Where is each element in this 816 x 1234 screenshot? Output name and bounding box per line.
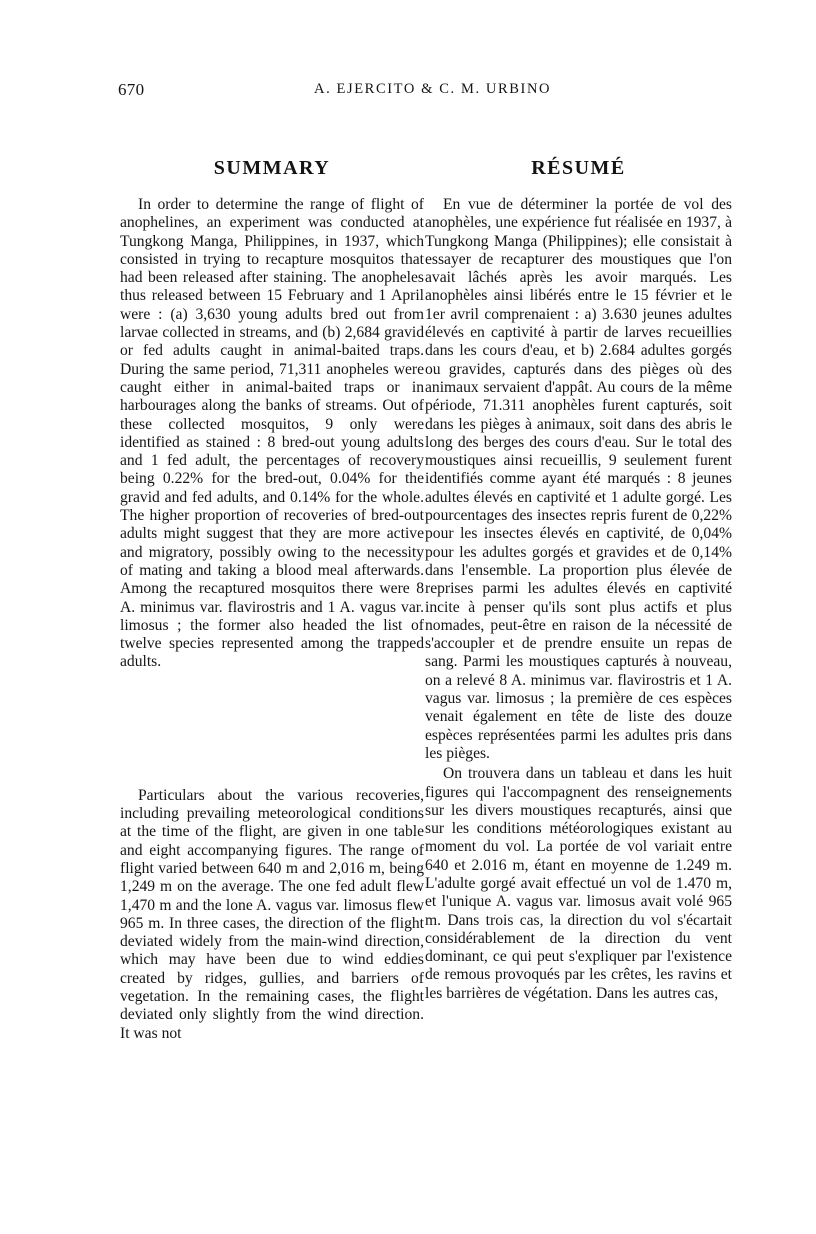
running-head (118, 80, 714, 102)
resume-heading: RÉSUMÉ (531, 157, 626, 179)
page-number: 670 (118, 80, 145, 99)
resume-paragraph-1: En vue de déterminer la portée de vol des anophèles, une expérience fut réalisée en 1937, à Tungkong Manga (Philippines); elle consistait à essayer de recapturer des moustiques que l'on avait lâchés après les avoir marqués. Les anophèles ainsi libérés entre le 15 février et le 1er avril comprenaient : a) 3.630 jeunes adultes élevés en captivité à partir de larves recueillies dans les cours d'eau, et b) 2.684 adultes gorgés ou gravides, capturés dans des pièges où des animaux servaient d'appât. Au cours de la même période, 71.311 anophèles furent capturés, soit dans les pièges à animaux, soit dans des abris le long des berges des cours d'eau. Sur le total des moustiques ainsi recueillis, 9 seulement furent identifiés comme ayant été marqués : 8 jeunes adultes élevés en captivité et 1 adulte gorgé. Les pourcentages des insectes repris furent de 0,22% pour les insectes élevés en captivité, de 0,04% pour les adultes gorgés et gravides et de 0,14% dans l'ensemble. La proportion plus élevée de reprises parmi les adultes élevés en captivité incite à penser qu'ils sont plus actifs et plus nomades, peut-être en raison de la nécessité de s'accoupler et de prendre ensuite un repas de sang. Parmi les moustiques capturés à nouveau, on a relevé 8 A. minimus var. flavirostris et 1 A. vagus var. limosus ; la première de ces espèces venait également en tête de liste des douze espèces représentées parmi les adultes pris dans les pièges. (425, 196, 732, 762)
summary-column (120, 152, 424, 1043)
summary-paragraph-2: Particulars about the various recoveries, including prevailing meteorological conditions at the time of the flight, are given in one table and eight accompanying figures. The range of flight varied between 640 m and 2,016 m, being 1,249 m on the average. The one fed adult flew 1,470 m and the lone A. vagus var. limosus flew 965 m. In three cases, the direction of the flight deviated widely from the main-wind direction, which may have been due to wind eddies created by ridges, gullies, and barriers of vegetation. In the remaining cases, the flight deviated only slightly from the wind direction. It was not (120, 786, 424, 1042)
resume-column (425, 152, 732, 1003)
summary-paragraph-1: In order to determine the range of flight of anophelines, an experiment was conducted at Tungkong Manga, Philippines, in 1937, which consisted in trying to recapture mosquitos that had been released after staining. The anopheles thus released between 15 February and 1 April were : (a) 3,630 young adults bred out from larvae collected in streams, and (b) 2,684 gravid or fed adults caught in animal-baited traps. During the same period, 71,311 anopheles were caught either in animal-baited traps or in harbourages along the banks of streams. Out of these collected mosquitos, 9 only were identified as stained : 8 bred-out young adults and 1 fed adult, the percentages of recovery being 0.22% for the bred-out, 0.04% for the gravid and fed adults, and 0.14% for the whole. The higher proportion of recoveries of bred-out adults might suggest that they are more active and migratory, possibly owing to the necessity of mating and taking a blood meal afterwards. Among the recaptured mosquitos there were 8 A. minimus var. flavirostris and 1 A. vagus var. limosus ; the former also headed the list of twelve species represented among the trapped adults. (120, 196, 424, 671)
resume-paragraph-2: On trouvera dans un tableau et dans les huit figures qui l'accompagnent des renseignements sur les divers moustiques recapturés, ainsi que sur les conditions météorologiques existant au moment du vol. La portée de vol variait entre 640 et 2.016 m, étant en moyenne de 1.249 m. L'adulte gorgé avait effectué un vol de 1.470 m, et l'unique A. vagus var. limosus avait volé 965 m. Dans trois cas, la direction du vol s'écartait considérablement de la direction du vent dominant, ce qui peut s'expliquer par l'existence de remous provoqués par les crêtes, les ravins et les barrières de végétation. Dans les autres cas, (425, 765, 732, 1002)
summary-heading: SUMMARY (213, 157, 331, 179)
running-head-authors: A. EJERCITO & C. M. URBINO (314, 81, 552, 97)
